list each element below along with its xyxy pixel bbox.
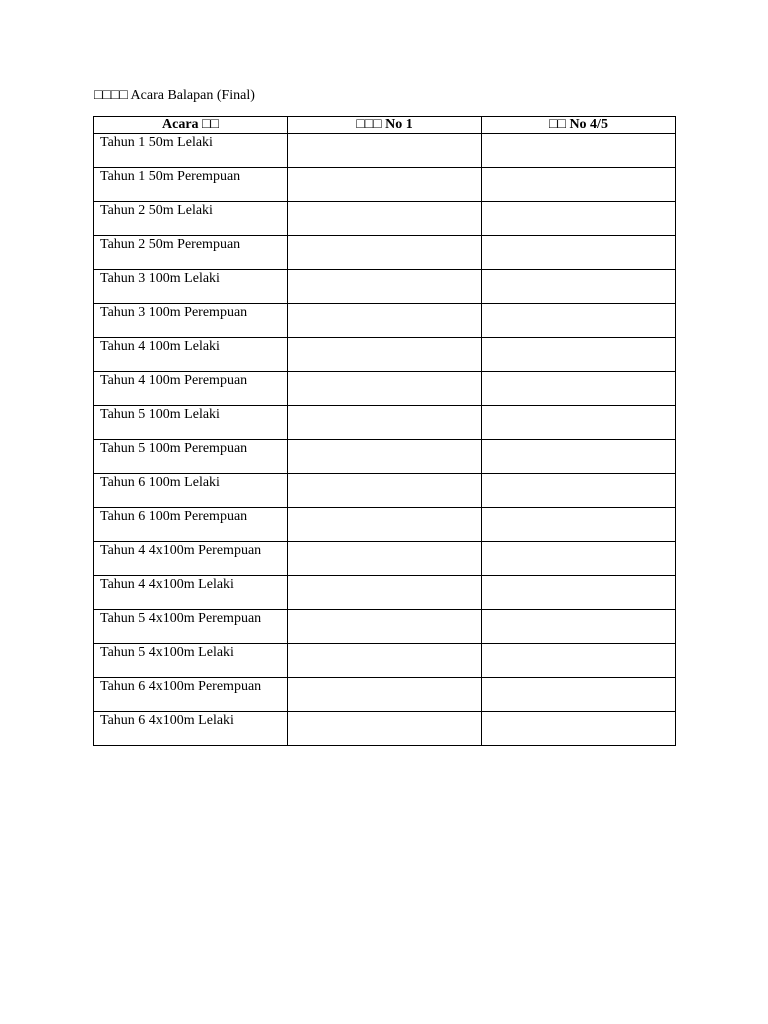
table-row	[94, 168, 676, 202]
no45-cell	[482, 644, 676, 678]
event-name-cell: Tahun 5 4x100m Lelaki	[94, 644, 288, 678]
event-name-cell: Tahun 1 50m Perempuan	[94, 168, 288, 202]
no1-cell	[288, 270, 482, 304]
no1-cell	[288, 236, 482, 270]
no1-cell	[288, 440, 482, 474]
no1-cell	[288, 644, 482, 678]
event-name-cell: Tahun 2 50m Lelaki	[94, 202, 288, 236]
event-name-cell: Tahun 4 4x100m Lelaki	[94, 576, 288, 610]
no1-cell	[288, 372, 482, 406]
event-name-cell: Tahun 3 100m Lelaki	[94, 270, 288, 304]
event-name-cell: Tahun 4 100m Perempuan	[94, 372, 288, 406]
no1-cell	[288, 576, 482, 610]
table-row	[94, 202, 676, 236]
table-row	[94, 610, 676, 644]
event-name-cell: Tahun 5 4x100m Perempuan	[94, 610, 288, 644]
table-row	[94, 644, 676, 678]
no45-cell	[482, 576, 676, 610]
no45-cell	[482, 610, 676, 644]
no45-cell	[482, 712, 676, 746]
no45-cell	[482, 474, 676, 508]
event-name-cell: Tahun 6 100m Lelaki	[94, 474, 288, 508]
no45-cell	[482, 168, 676, 202]
column-header-no1: □□□ No 1	[288, 117, 482, 134]
no1-cell	[288, 134, 482, 168]
no1-cell	[288, 406, 482, 440]
event-name-cell: Tahun 4 4x100m Perempuan	[94, 542, 288, 576]
column-header-event: Acara □□	[94, 117, 288, 134]
no1-cell	[288, 202, 482, 236]
event-name-cell: Tahun 2 50m Perempuan	[94, 236, 288, 270]
table-row	[94, 372, 676, 406]
no1-cell	[288, 508, 482, 542]
table-body	[94, 134, 676, 746]
event-name-cell: Tahun 6 4x100m Perempuan	[94, 678, 288, 712]
no1-cell	[288, 168, 482, 202]
column-header-no45: □□ No 4/5	[482, 117, 676, 134]
table-row	[94, 440, 676, 474]
no45-cell	[482, 678, 676, 712]
no45-cell	[482, 270, 676, 304]
event-name-cell: Tahun 3 100m Perempuan	[94, 304, 288, 338]
no1-cell	[288, 678, 482, 712]
no1-cell	[288, 474, 482, 508]
event-name-cell: Tahun 1 50m Lelaki	[94, 134, 288, 168]
table-row	[94, 338, 676, 372]
no45-cell	[482, 440, 676, 474]
no45-cell	[482, 372, 676, 406]
table-row	[94, 576, 676, 610]
event-name-cell: Tahun 6 100m Perempuan	[94, 508, 288, 542]
no1-cell	[288, 338, 482, 372]
no45-cell	[482, 236, 676, 270]
no1-cell	[288, 542, 482, 576]
table-row	[94, 678, 676, 712]
table-row	[94, 406, 676, 440]
table-row	[94, 474, 676, 508]
no1-cell	[288, 304, 482, 338]
no45-cell	[482, 338, 676, 372]
table-row	[94, 236, 676, 270]
event-name-cell: Tahun 4 100m Lelaki	[94, 338, 288, 372]
document-title: □□□□ Acara Balapan (Final)	[94, 88, 255, 103]
no45-cell	[482, 134, 676, 168]
no45-cell	[482, 202, 676, 236]
no45-cell	[482, 406, 676, 440]
no1-cell	[288, 712, 482, 746]
no45-cell	[482, 508, 676, 542]
table-header-row	[94, 117, 676, 134]
event-name-cell: Tahun 5 100m Perempuan	[94, 440, 288, 474]
table-row	[94, 270, 676, 304]
event-name-cell: Tahun 6 4x100m Lelaki	[94, 712, 288, 746]
table-row	[94, 508, 676, 542]
table-row	[94, 304, 676, 338]
no1-cell	[288, 610, 482, 644]
table-row	[94, 134, 676, 168]
event-name-cell: Tahun 5 100m Lelaki	[94, 406, 288, 440]
events-table	[93, 116, 676, 746]
table-row	[94, 712, 676, 746]
table-row	[94, 542, 676, 576]
no45-cell	[482, 304, 676, 338]
no45-cell	[482, 542, 676, 576]
